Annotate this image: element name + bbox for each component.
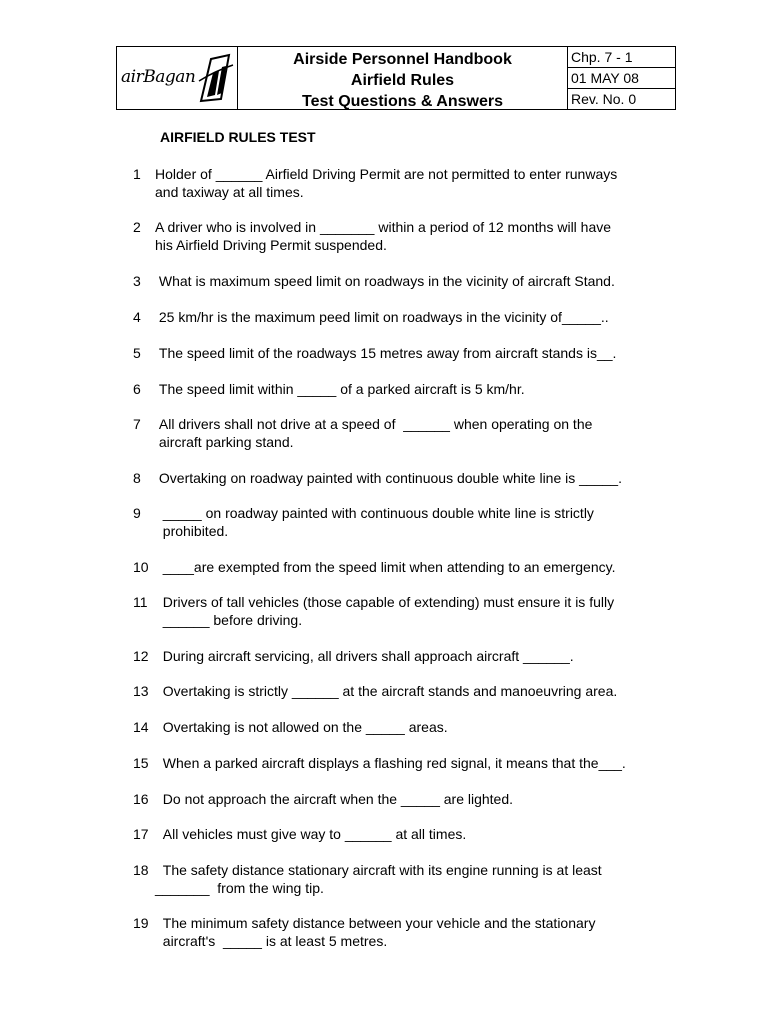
question-text: When a parked aircraft displays a flashing red signal, it means that the___. xyxy=(155,755,626,771)
question-number: 6 xyxy=(133,381,141,397)
question-item xyxy=(133,380,693,398)
title-line-1: Airside Personnel Handbook xyxy=(293,51,512,68)
question-text: The speed limit within _____ of a parked aircraft is 5 km/hr. xyxy=(155,381,525,397)
title-line-2: Airfield Rules xyxy=(350,72,455,89)
question-item xyxy=(133,754,693,772)
question-text: Do not approach the aircraft when the _____ are lighted. xyxy=(155,791,514,807)
question-number: 18 xyxy=(133,862,149,878)
question-number: 11 xyxy=(133,594,148,610)
question-item xyxy=(133,790,693,808)
question-text: The speed limit of the roadways 15 metres away from aircraft stands is__. xyxy=(155,345,617,361)
question-text: All vehicles must give way to ______ at all times. xyxy=(155,826,467,842)
question-number: 19 xyxy=(133,915,149,931)
question-number: 12 xyxy=(133,648,149,664)
chapter-number: Chp. 7 - 1 xyxy=(568,47,675,68)
question-number: 10 xyxy=(133,559,149,575)
question-number: 7 xyxy=(133,416,141,432)
question-text: Overtaking on roadway painted with continuous double white line is _____. xyxy=(155,470,622,486)
question-text: Overtaking is not allowed on the _____ areas. xyxy=(155,719,448,735)
title-line-3: Test Questions & Answers xyxy=(302,93,503,110)
question-text: Drivers of tall vehicles (those capable of extending) must ensure it is fully ______ before driving. xyxy=(162,594,615,628)
question-text: During aircraft servicing, all drivers shall approach aircraft ______. xyxy=(155,648,574,664)
question-number: 5 xyxy=(133,345,141,361)
question-number: 14 xyxy=(133,719,149,735)
question-text: The minimum safety distance between your vehicle and the stationary aircraft's _____ is at least 5 metres. xyxy=(162,915,596,949)
question-item xyxy=(133,558,693,576)
question-item xyxy=(133,504,693,540)
question-number: 9 xyxy=(133,505,141,521)
question-item xyxy=(133,218,693,254)
issue-date: 01 MAY 08 xyxy=(568,68,675,89)
question-item xyxy=(133,914,693,950)
airline-logo-icon xyxy=(195,51,235,107)
question-item xyxy=(133,165,693,201)
question-number: 3 xyxy=(133,273,141,289)
question-number: 4 xyxy=(133,309,141,325)
question-item xyxy=(133,344,693,362)
question-text: A driver who is involved in _______ within a period of 12 months will have his Airfield Driving Permit suspended. xyxy=(155,219,612,253)
document-meta xyxy=(568,47,675,109)
question-item xyxy=(133,272,693,290)
revision-number: Rev. No. 0 xyxy=(571,91,637,107)
question-number: 16 xyxy=(133,791,149,807)
question-text: Holder of ______ Airfield Driving Permit are not permitted to enter runways and taxiway at all times. xyxy=(155,166,618,200)
question-text: _____ on roadway painted with continuous double white line is strictly prohibited. xyxy=(162,505,594,539)
question-item xyxy=(133,308,693,326)
question-text: All drivers shall not drive at a speed of ______ when operating on the aircraft parking stand. xyxy=(158,416,593,450)
question-item xyxy=(133,415,693,451)
question-item xyxy=(133,593,693,629)
question-item xyxy=(133,682,693,700)
question-item xyxy=(133,825,693,843)
question-text: 25 km/hr is the maximum peed limit on roadways in the vicinity of_____.. xyxy=(155,309,609,325)
question-number: 13 xyxy=(133,683,149,699)
question-text: What is maximum speed limit on roadways in the vicinity of aircraft Stand. xyxy=(155,273,615,289)
question-number: 15 xyxy=(133,755,149,771)
logo-text: airBagan xyxy=(121,67,196,87)
question-item xyxy=(133,718,693,736)
question-text: The safety distance stationary aircraft with its engine running is at least _______ from the wing tip. xyxy=(155,862,602,896)
question-item xyxy=(133,469,693,487)
test-title: AIRFIELD RULES TEST xyxy=(160,129,316,145)
handbook-title xyxy=(238,47,568,109)
question-item xyxy=(133,861,693,897)
question-number: 1 xyxy=(133,166,141,182)
question-text: Overtaking is strictly ______ at the aircraft stands and manoeuvring area. xyxy=(155,683,618,699)
question-number: 2 xyxy=(133,219,141,235)
document-header xyxy=(116,46,676,110)
logo xyxy=(117,47,238,109)
question-number: 8 xyxy=(133,470,141,486)
question-number: 17 xyxy=(133,826,149,842)
question-text: ____are exempted from the speed limit when attending to an emergency. xyxy=(155,559,616,575)
question-item xyxy=(133,647,693,665)
